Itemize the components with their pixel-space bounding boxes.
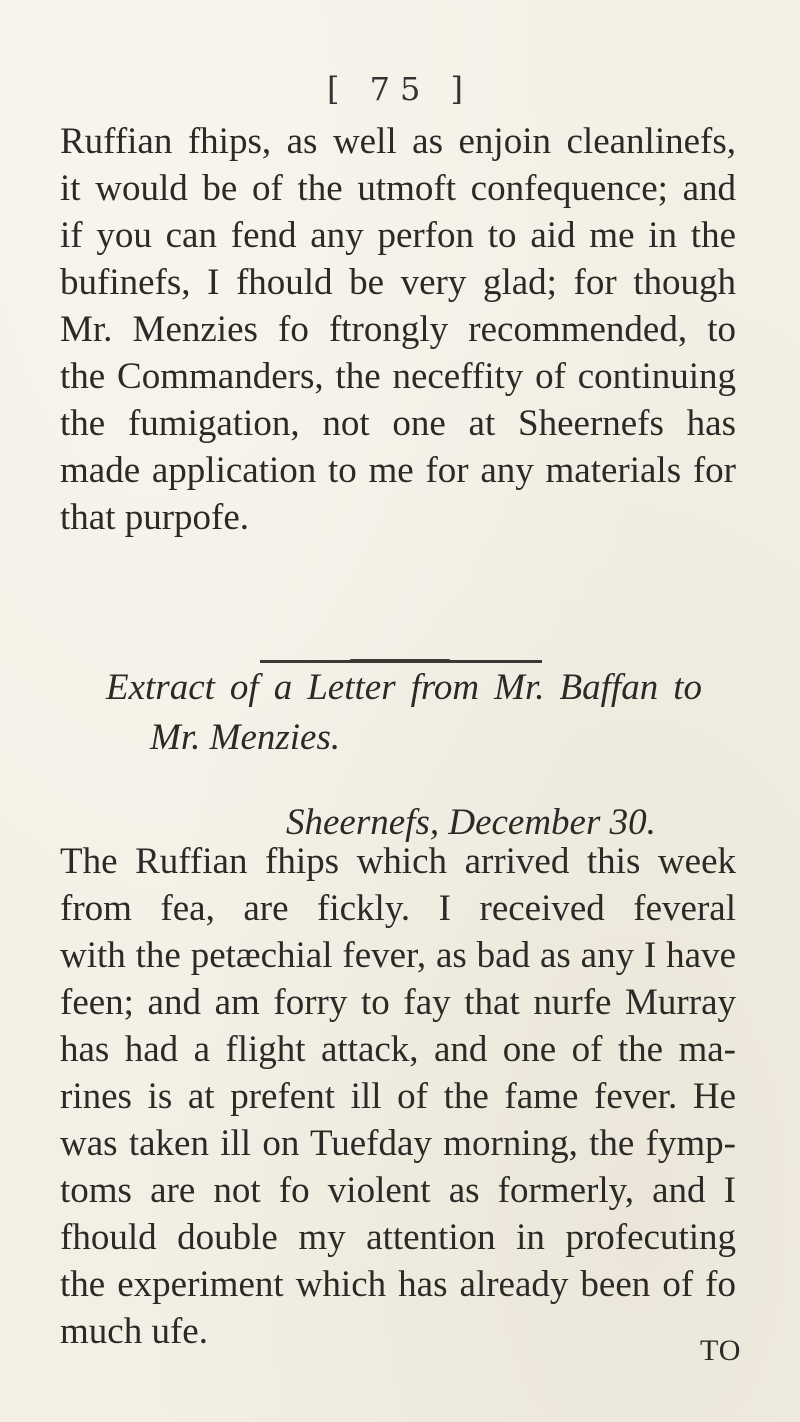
text-line: from fea, are fickly. I received feveral (60, 888, 736, 929)
text-line: with the petæchial fever, as bad as any I have (60, 935, 736, 976)
text-line: fhould double my attention in profecuting (60, 1217, 736, 1258)
text-line: Mr. Menzies fo ftrongly recommended, to (60, 309, 736, 350)
text-line: toms are not fo violent as formerly, and I (60, 1170, 736, 1211)
page-number-header: [ 75 ] (326, 70, 474, 108)
paragraph-2 (60, 838, 736, 1355)
text-line: the Commanders, the neceffity of continuing (60, 356, 736, 397)
text-line: Ruffian fhips, as well as enjoin cleanlinefs, (60, 121, 736, 162)
paragraph-1 (60, 118, 736, 541)
text-line: much ufe. (60, 1311, 208, 1352)
text-line: has had a flight attack, and one of the ma- (60, 1029, 736, 1070)
text-line: made application to me for any materials for (60, 450, 736, 491)
section-divider-rule (260, 660, 542, 663)
letter-heading-line-2: Mr. Menzies. (150, 717, 341, 758)
text-line: rines is at prefent ill of the fame fever. He (60, 1076, 736, 1117)
letter-dateline: Sheernefs, December 30. (286, 802, 656, 843)
text-line: the experiment which has already been of fo (60, 1264, 736, 1305)
text-line: was taken ill on Tuefday morning, the fymp- (60, 1123, 736, 1164)
text-line: it would be of the utmoft confequence; and (60, 168, 736, 209)
catchword: TO (700, 1334, 742, 1367)
text-line: bufinefs, I fhould be very glad; for though (60, 262, 736, 303)
text-line: the fumigation, not one at Sheernefs has (60, 403, 736, 444)
text-line: if you can fend any perfon to aid me in the (60, 215, 736, 256)
text-line: The Ruffian fhips which arrived this week (60, 841, 736, 882)
letter-heading-line-1: Extract of a Letter from Mr. Baffan to (106, 667, 702, 708)
text-line: feen; and am forry to fay that nurfe Murray (60, 982, 736, 1023)
text-line: that purpofe. (60, 497, 250, 538)
